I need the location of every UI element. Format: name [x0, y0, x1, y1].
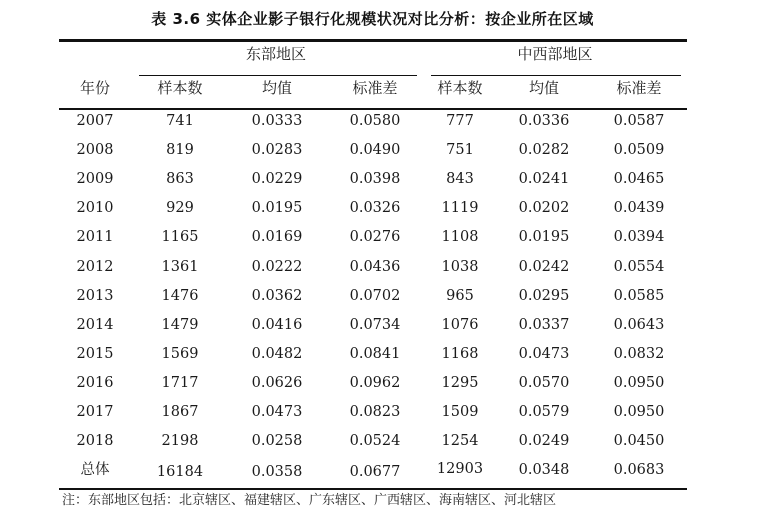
cell-east-sd: 0.0490: [349, 142, 401, 158]
column-header-midwest-count: 样本数: [437, 79, 483, 97]
cell-east-mean: 0.0473: [251, 404, 303, 420]
cell-east-mean: 0.0626: [251, 375, 303, 391]
cell-year: 2018: [76, 433, 114, 449]
cell-year: 2010: [76, 200, 114, 216]
cell-east-count: 863: [166, 171, 194, 187]
cell-east-sd: 0.0841: [349, 346, 401, 362]
cell-year: 2007: [76, 113, 114, 129]
cell-year: 总体: [80, 462, 110, 478]
cell-east-sd: 0.0276: [349, 229, 401, 245]
group-header-midwest: 中西部地区: [517, 45, 593, 63]
column-header-east-count: 样本数: [157, 79, 203, 97]
cell-east-count: 1479: [161, 317, 199, 333]
cell-east-count: 1569: [161, 346, 199, 362]
cell-east-mean: 0.0169: [251, 229, 303, 245]
cell-midwest-mean: 0.0336: [518, 113, 570, 129]
cell-midwest-mean: 0.0249: [518, 433, 570, 449]
cell-midwest-mean: 0.0202: [518, 200, 570, 216]
cell-east-count: 741: [166, 113, 194, 129]
cell-midwest-sd: 0.0587: [613, 113, 665, 129]
table-note: 注：东部地区包括：北京辖区、福建辖区、广东辖区、广西辖区、海南辖区、河北辖区: [62, 493, 557, 508]
cell-east-mean: 0.0482: [251, 346, 303, 362]
midwest-group-rule: [431, 75, 681, 76]
cell-midwest-sd: 0.0465: [613, 171, 665, 187]
cell-east-sd: 0.0677: [349, 464, 401, 480]
cell-east-mean: 0.0333: [251, 113, 303, 129]
cell-midwest-mean: 0.0241: [518, 171, 570, 187]
cell-midwest-count: 1295: [441, 375, 479, 391]
cell-year: 2011: [76, 229, 114, 245]
cell-midwest-sd: 0.0585: [613, 288, 665, 304]
cell-east-count: 819: [166, 142, 194, 158]
cell-midwest-sd: 0.0554: [613, 259, 665, 275]
cell-year: 2016: [76, 375, 114, 391]
cell-east-count: 1165: [161, 229, 199, 245]
cell-east-count: 1361: [161, 259, 199, 275]
cell-midwest-mean: 0.0579: [518, 404, 570, 420]
cell-east-sd: 0.0580: [349, 113, 401, 129]
cell-east-count: 1717: [161, 375, 199, 391]
cell-midwest-mean: 0.0337: [518, 317, 570, 333]
cell-midwest-count: 751: [446, 142, 474, 158]
column-header-midwest-mean: 均值: [528, 79, 559, 97]
cell-midwest-count: 1254: [441, 433, 479, 449]
cell-east-count: 929: [166, 200, 194, 216]
cell-east-mean: 0.0258: [251, 433, 303, 449]
column-header-east-mean: 均值: [261, 79, 292, 97]
column-header-midwest-sd: 标准差: [616, 79, 662, 97]
cell-midwest-count: 1119: [441, 200, 479, 216]
cell-midwest-sd: 0.0643: [613, 317, 665, 333]
cell-east-count: 2198: [161, 433, 199, 449]
cell-east-count: 16184: [156, 464, 204, 480]
cell-midwest-sd: 0.0832: [613, 346, 665, 362]
cell-midwest-count: 1168: [441, 346, 479, 362]
cell-midwest-count: 1038: [441, 259, 479, 275]
column-header-year: 年份: [79, 79, 110, 97]
cell-midwest-sd: 0.0394: [613, 229, 665, 245]
cell-midwest-count: 965: [446, 288, 474, 304]
cell-midwest-count: 1509: [441, 404, 479, 420]
cell-east-mean: 0.0358: [251, 464, 303, 480]
cell-midwest-mean: 0.0570: [518, 375, 570, 391]
cell-year: 2015: [76, 346, 114, 362]
bottom-rule: [59, 488, 687, 490]
cell-east-mean: 0.0229: [251, 171, 303, 187]
cell-east-sd: 0.0524: [349, 433, 401, 449]
cell-year: 2008: [76, 142, 114, 158]
cell-midwest-sd: 0.0439: [613, 200, 665, 216]
cell-east-mean: 0.0283: [251, 142, 303, 158]
cell-east-sd: 0.0326: [349, 200, 401, 216]
cell-midwest-sd: 0.0950: [613, 404, 665, 420]
cell-year: 2014: [76, 317, 114, 333]
column-header-east-sd: 标准差: [352, 79, 398, 97]
cell-midwest-mean: 0.0473: [518, 346, 570, 362]
cell-midwest-mean: 0.0295: [518, 288, 570, 304]
group-header-east: 东部地区: [245, 45, 306, 63]
cell-midwest-count: 12903: [436, 461, 484, 477]
cell-midwest-count: 777: [446, 113, 474, 129]
cell-midwest-mean: 0.0195: [518, 229, 570, 245]
cell-year: 2017: [76, 404, 114, 420]
cell-east-sd: 0.0734: [349, 317, 401, 333]
cell-east-count: 1476: [161, 288, 199, 304]
cell-east-sd: 0.0962: [349, 375, 401, 391]
cell-midwest-mean: 0.0348: [518, 462, 570, 478]
cell-midwest-sd: 0.0509: [613, 142, 665, 158]
cell-year: 2013: [76, 288, 114, 304]
table-title: 表 3.6 实体企业影子银行化规模状况对比分析：按企业所在区域: [151, 10, 594, 28]
cell-midwest-mean: 0.0242: [518, 259, 570, 275]
cell-east-mean: 0.0416: [251, 317, 303, 333]
cell-midwest-sd: 0.0950: [613, 375, 665, 391]
cell-east-sd: 0.0702: [349, 288, 401, 304]
cell-midwest-mean: 0.0282: [518, 142, 570, 158]
cell-midwest-count: 843: [446, 171, 474, 187]
cell-east-mean: 0.0195: [251, 200, 303, 216]
cell-midwest-sd: 0.0450: [613, 433, 665, 449]
cell-midwest-sd: 0.0683: [613, 462, 665, 478]
cell-east-sd: 0.0823: [349, 404, 401, 420]
cell-year: 2012: [76, 259, 114, 275]
header-bottom-rule: [59, 108, 687, 110]
cell-east-mean: 0.0222: [251, 259, 303, 275]
cell-east-sd: 0.0436: [349, 259, 401, 275]
cell-year: 2009: [76, 171, 114, 187]
cell-midwest-count: 1076: [441, 317, 479, 333]
cell-east-count: 1867: [161, 404, 199, 420]
cell-east-sd: 0.0398: [349, 171, 401, 187]
cell-midwest-count: 1108: [441, 229, 479, 245]
east-group-rule: [139, 75, 417, 76]
top-rule: [59, 39, 687, 42]
cell-east-mean: 0.0362: [251, 288, 303, 304]
